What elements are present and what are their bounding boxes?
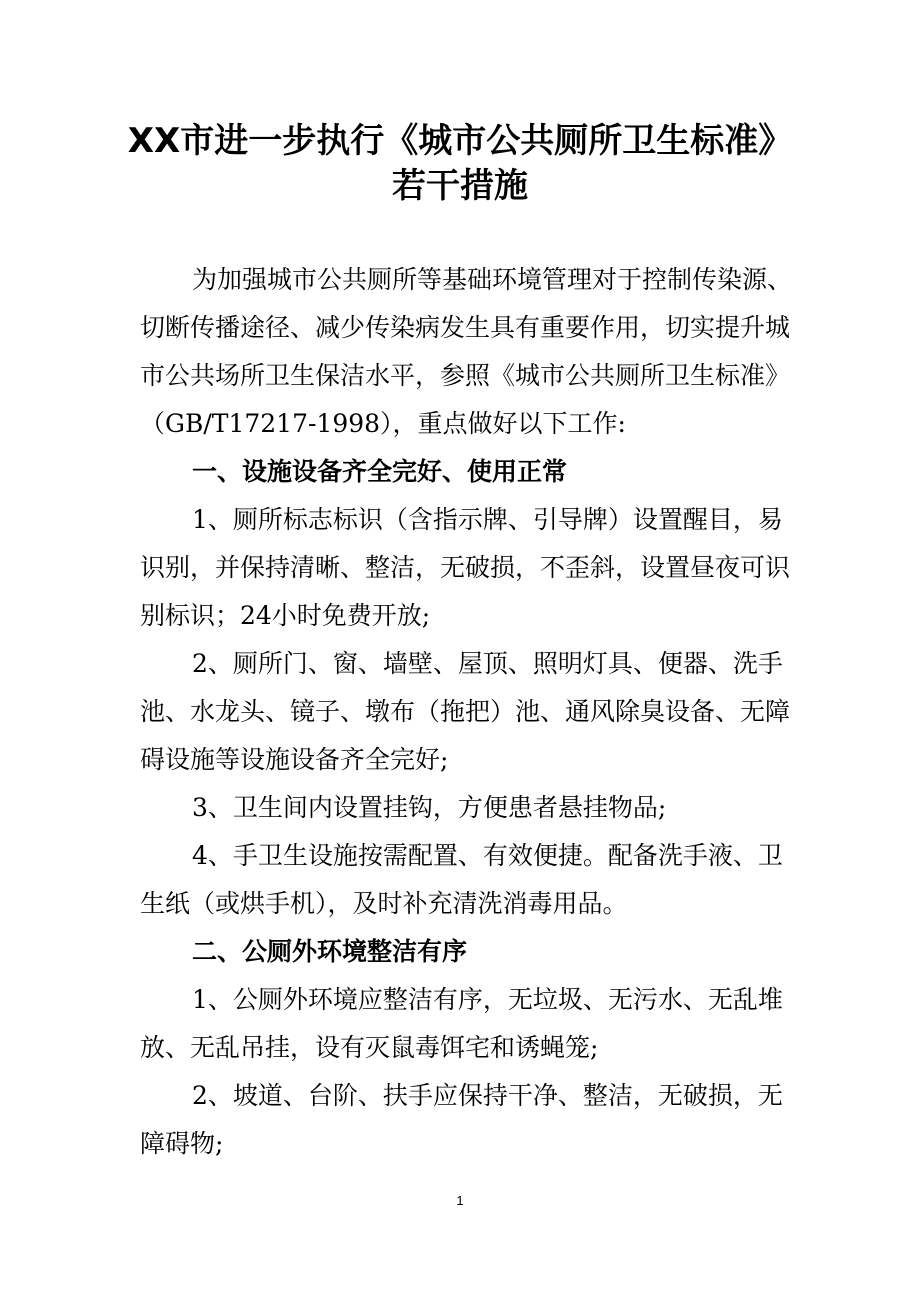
text-line: 二、公厕外环境整洁有序 — [192, 937, 468, 966]
text-line: 放、无乱吊挂，设有灭鼠毒饵宅和诱蝇笼; — [140, 1033, 599, 1062]
text-line: 2、厕所门、窗、墙壁、屋顶、照明灯具、便器、洗手 — [192, 649, 783, 678]
document-title-line-1: XX市进一步执行《城市公共厕所卫生标准》 — [127, 121, 793, 161]
text-line: 池、水龙头、镜子、墩布（拖把）池、通风除臭设备、无障 — [140, 697, 791, 726]
paragraph — [140, 640, 791, 784]
text-line: 识别，并保持清晰、整洁，无破损，不歪斜，设置昼夜可识 — [140, 553, 791, 582]
text-line: 1、公厕外环境应整洁有序，无垃圾、无污水、无乱堆 — [192, 985, 783, 1014]
paragraph — [140, 256, 793, 448]
text-line: 4、手卫生设施按需配置、有效便捷。配备洗手液、卫 — [192, 841, 783, 870]
text-line: 生纸（或烘手机），及时补充清洗消毒用品。 — [140, 889, 628, 918]
page-number: 1 — [456, 1193, 464, 1208]
paragraph — [140, 496, 791, 640]
text-line: 3、卫生间内设置挂钩，方便患者悬挂物品; — [192, 793, 667, 822]
text-line: 碍设施等设施设备齐全完好; — [140, 745, 449, 774]
text-line: 为加强城市公共厕所等基础环境管理对于控制传染源、 — [192, 265, 793, 294]
section-heading — [140, 448, 776, 496]
text-line: （GB/T17217-1998），重点做好以下工作: — [140, 409, 626, 438]
text-line: 别标识；24小时免费开放; — [140, 601, 431, 630]
text-line: 市公共场所卫生保洁水平，参照《城市公共厕所卫生标准》 — [140, 361, 791, 390]
text-line: 一、设施设备齐全完好、使用正常 — [192, 457, 568, 486]
section-heading — [140, 928, 776, 976]
paragraph — [140, 1072, 783, 1168]
text-line: 1、厕所标志标识（含指示牌、引导牌）设置醒目，易 — [192, 505, 783, 534]
text-line: 切断传播途径、减少传染病发生具有重要作用，切实提升城 — [140, 313, 791, 342]
paragraph — [140, 832, 783, 928]
text-line: 2、坡道、台阶、扶手应保持干净、整洁，无破损，无 — [192, 1081, 783, 1110]
text-line: 障碍物; — [140, 1129, 224, 1158]
document-body — [140, 256, 793, 1168]
paragraph — [140, 976, 783, 1072]
document-title-line-2: 若干措施 — [392, 166, 528, 206]
paragraph — [140, 784, 776, 832]
